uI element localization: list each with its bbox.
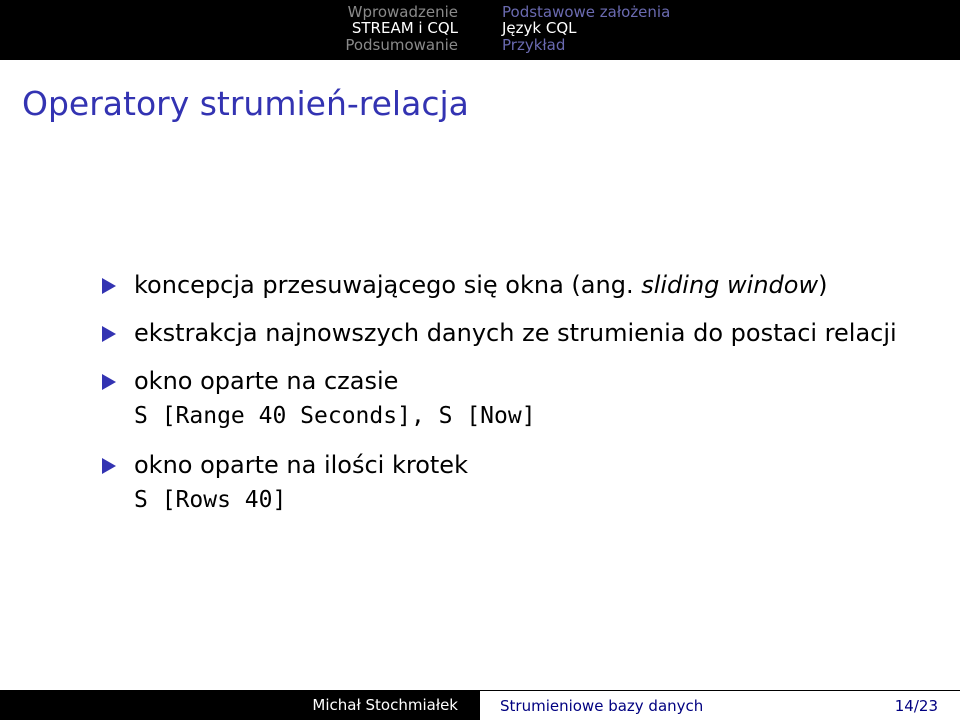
bullet-triangle-icon — [102, 326, 116, 342]
bullet-text: okno oparte na ilości krotek — [134, 451, 468, 479]
bullet-item — [102, 448, 942, 518]
bullet-triangle-icon — [102, 458, 116, 474]
subsection-nav — [480, 0, 960, 60]
section-nav — [0, 0, 480, 60]
bullet-text: ekstrakcja najnowszych danych ze strumienia do postaci relacji — [134, 319, 897, 347]
nav-subsection-basics[interactable]: Podstawowe założenia — [502, 3, 671, 21]
bullet-text: koncepcja przesuwającego się okna (ang. — [134, 271, 642, 299]
bullet-emphasis: sliding window — [641, 271, 819, 299]
author-name: Michał Stochmiałek — [312, 696, 458, 714]
bullet-list — [102, 268, 942, 532]
nav-section-intro[interactable]: Wprowadzenie — [347, 3, 458, 21]
page-number: 14/23 — [894, 697, 938, 715]
header-bar — [0, 0, 960, 60]
nav-subsection-example[interactable]: Przykład — [502, 36, 566, 54]
footer-title-box — [480, 690, 960, 720]
bullet-triangle-icon — [102, 374, 116, 390]
nav-section-stream-cql[interactable]: STREAM i CQL — [351, 19, 458, 37]
bullet-item — [102, 316, 942, 350]
bullet-text: okno oparte na czasie — [134, 367, 399, 395]
slide-title: Operatory strumień-relacja — [22, 84, 469, 123]
bullet-code: S [Range 40 Seconds], S [Now] — [134, 403, 536, 429]
footer-author — [0, 690, 480, 720]
footer-bar — [0, 690, 960, 720]
bullet-text: ) — [818, 271, 828, 299]
bullet-triangle-icon — [102, 278, 116, 294]
footer-presentation-title: Strumieniowe bazy danych — [500, 697, 704, 715]
nav-subsection-cql[interactable]: Język CQL — [502, 19, 577, 37]
bullet-code: S [Rows 40] — [134, 487, 287, 513]
bullet-item — [102, 268, 942, 302]
nav-section-summary[interactable]: Podsumowanie — [345, 36, 458, 54]
bullet-item — [102, 364, 942, 434]
